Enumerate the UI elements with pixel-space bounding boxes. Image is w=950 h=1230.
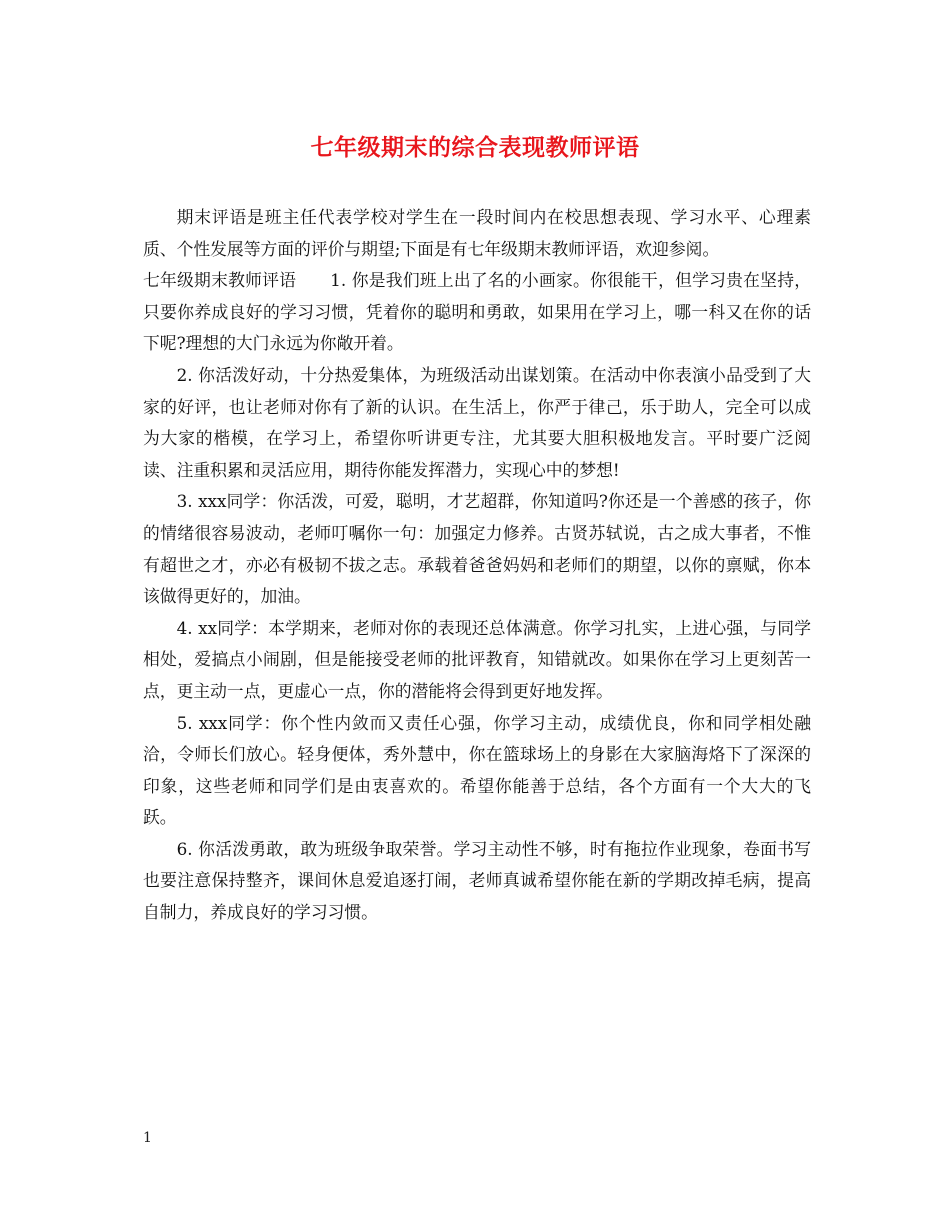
comment-paragraph-1: 七年级期末教师评语 1. 你是我们班上出了名的小画家。你很能干，但学习贵在坚持，只要你养成良好的学习习惯，凭着你的聪明和勇敢，如果用在学习上，哪一科又在你的话下呢?理想的大门永远为你敞开着。 <box>143 270 811 354</box>
document-title: 七年级期末的综合表现教师评语 <box>310 134 640 161</box>
intro-paragraph: 期末评语是班主任代表学校对学生在一段时间内在校思想表现、学习水平、心理素质、个性发展等方面的评价与期望;下面是有七年级期末教师评语，欢迎参阅。 <box>143 207 811 259</box>
comment-paragraph-3: 3. xxx同学：你活泼，可爱，聪明，才艺超群，你知道吗?你还是一个善感的孩子，你的情绪很容易波动，老师叮嘱你一句：加强定力修养。古贤苏轼说，古之成大事者，不惟有超世之才，亦必有极韧不拔之志。承载着爸爸妈妈和老师们的期望，以你的禀赋，你本该做得更好的，加油。 <box>143 491 811 607</box>
comment-paragraph-2: 2. 你活泼好动，十分热爱集体，为班级活动出谋划策。在活动中你表演小品受到了大家的好评，也让老师对你有了新的认识。在生活上，你严于律己，乐于助人，完全可以成为大家的楷模，在学习上，希望你听讲更专注，尤其要大胆积极地发言。平时要广泛阅读、注重积累和灵活应用，期待你能发挥潜力，实现心中的梦想! <box>143 364 811 480</box>
comment-paragraph-4: 4. xx同学：本学期来，老师对你的表现还总体满意。你学习扎实，上进心强，与同学相处，爱搞点小闹剧，但是能接受老师的批评教育，知错就改。如果你在学习上更刻苦一点，更主动一点，更虚心一点，你的潜能将会得到更好地发挥。 <box>143 617 811 701</box>
page-number: 1 <box>143 1130 152 1146</box>
document-body <box>143 202 811 929</box>
comment-paragraph-6: 6. 你活泼勇敢，敢为班级争取荣誉。学习主动性不够，时有拖拉作业现象，卷面书写也要注意保持整齐，课间休息爱追逐打闹，老师真诚希望你能在新的学期改掉毛病，提高自制力，养成良好的学习习惯。 <box>143 838 811 923</box>
comment-paragraph-5: 5. xxx同学：你个性内敛而又责任心强，你学习主动，成绩优良，你和同学相处融洽，令师长们放心。轻身便体，秀外慧中，你在篮球场上的身影在大家脑海烙下了深深的印象，这些老师和同学们是由衷喜欢的。希望你能善于总结，各个方面有一个大大的飞跃。 <box>143 712 811 828</box>
